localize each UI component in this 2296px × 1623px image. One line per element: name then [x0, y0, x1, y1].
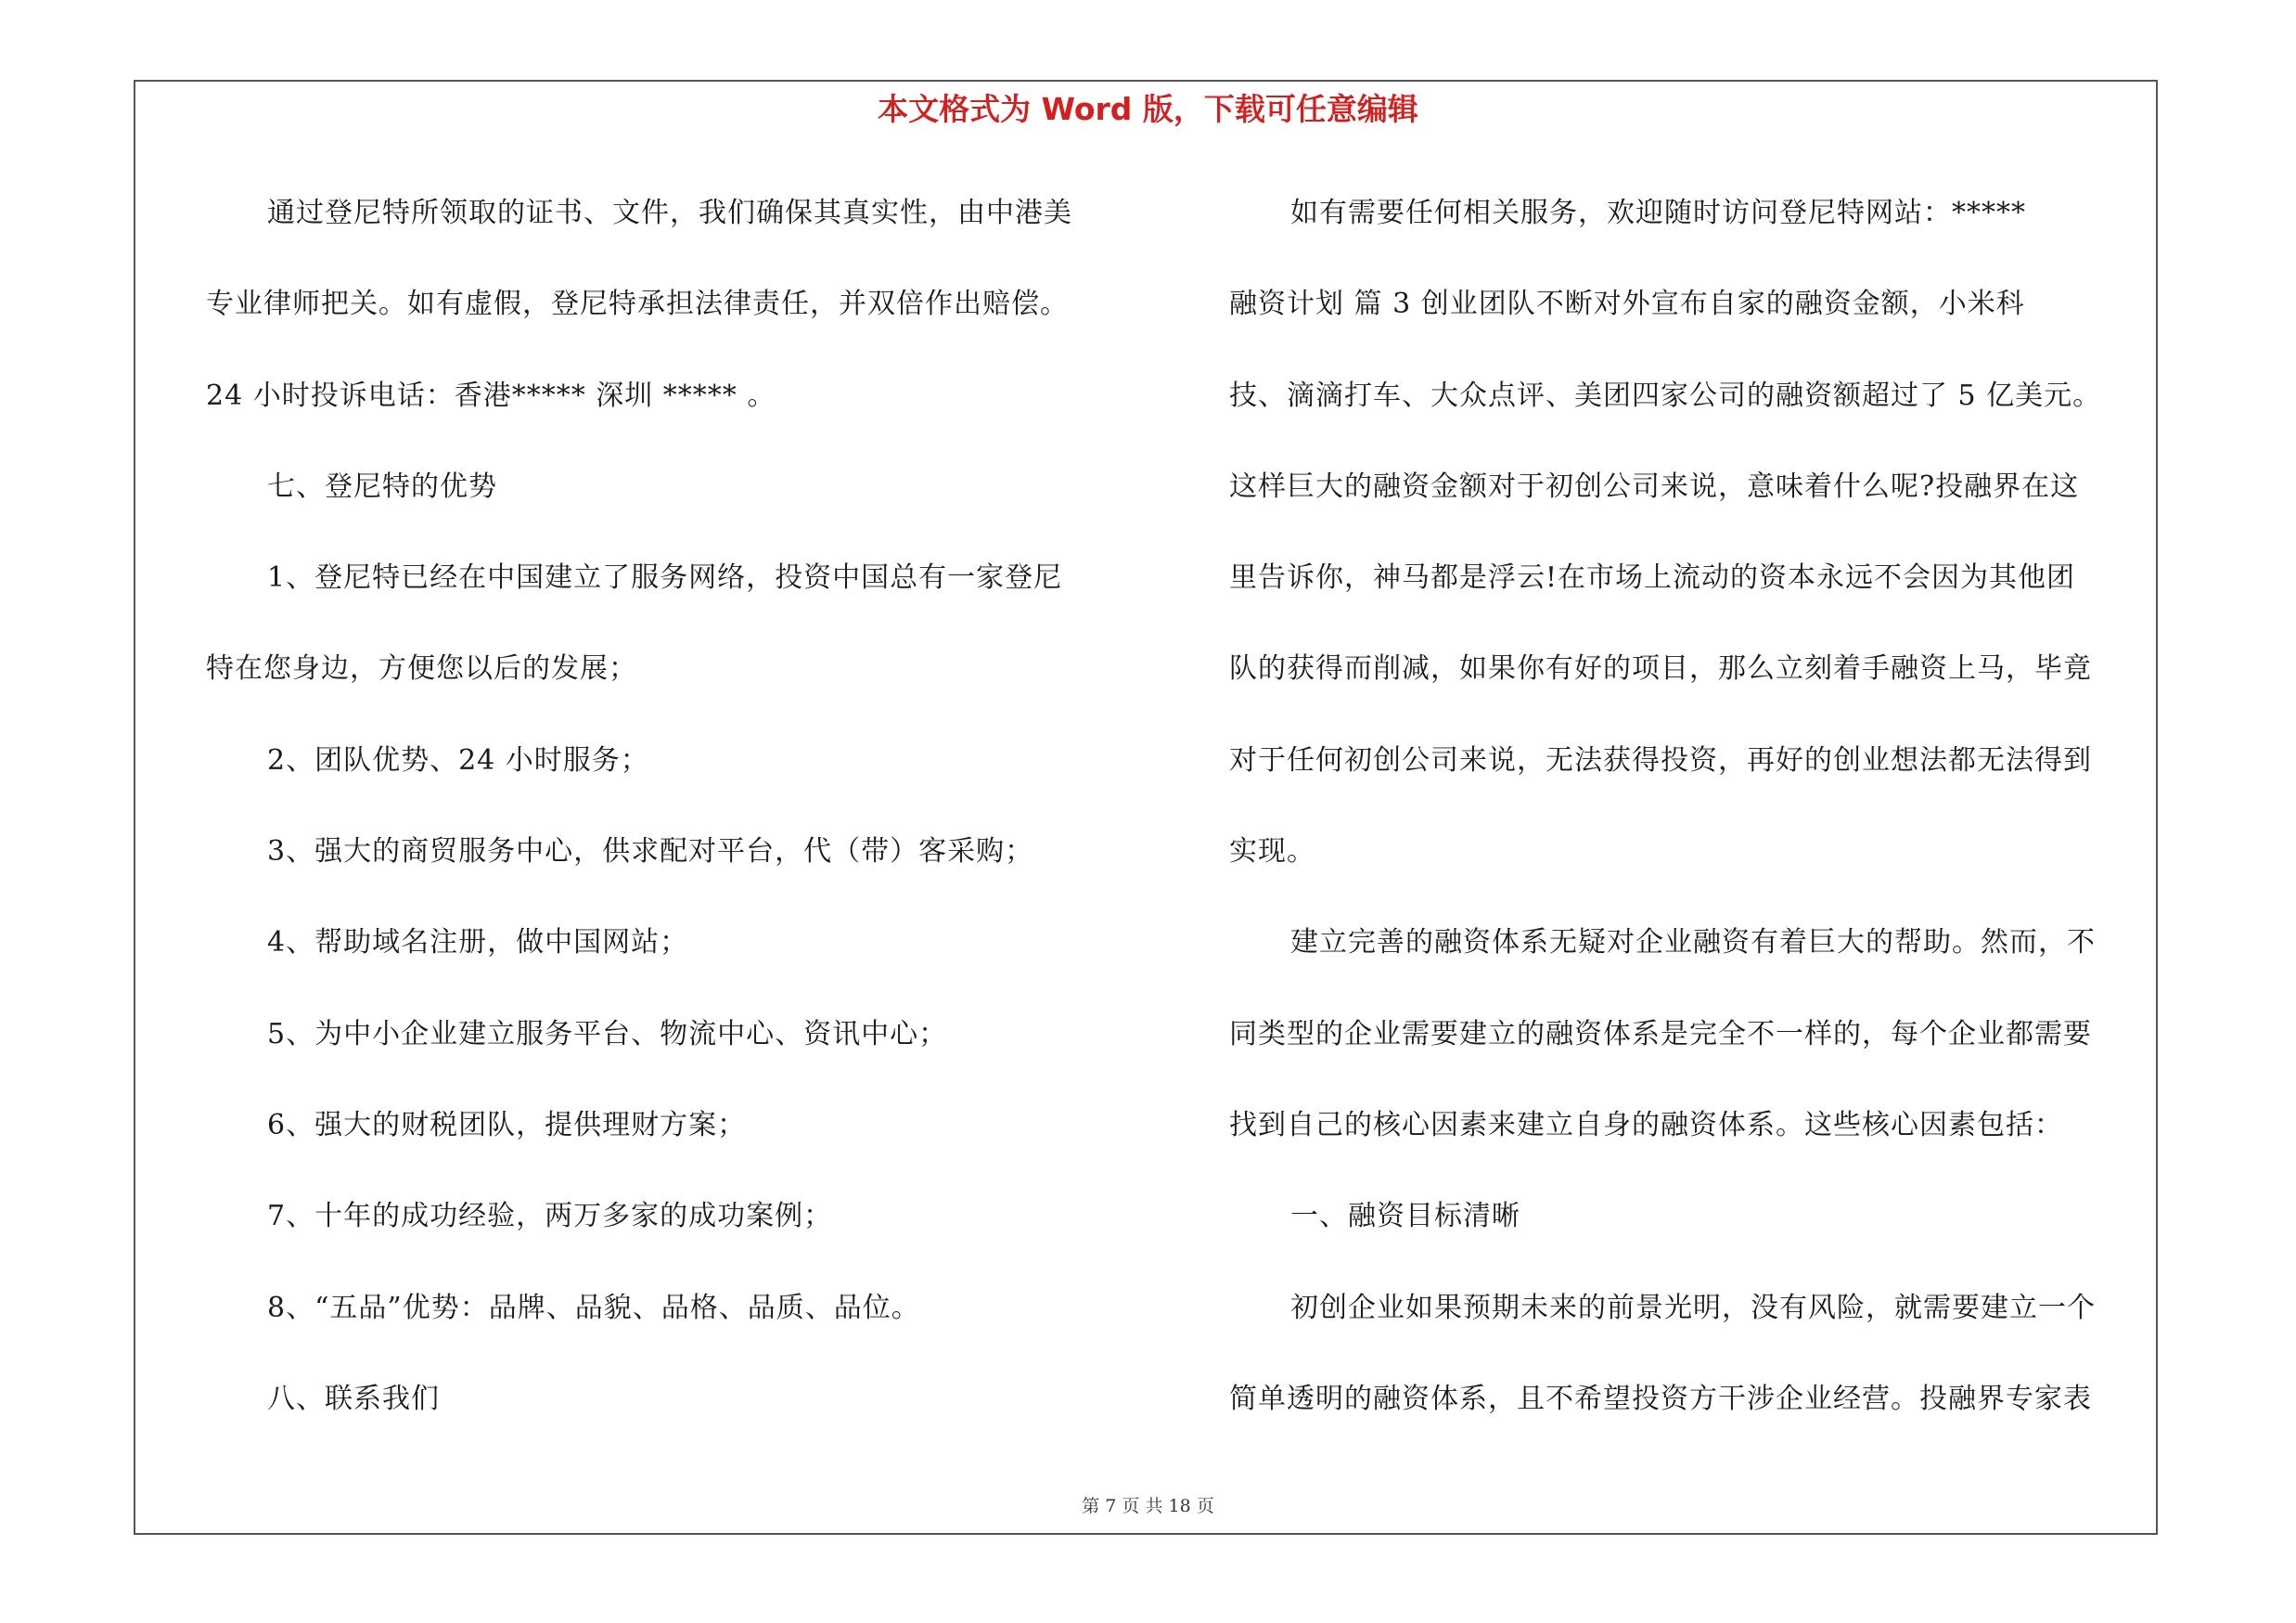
- paragraph-line: 初创企业如果预期未来的前景光明，没有风险，就需要建立一个: [1290, 1291, 2096, 1324]
- list-item: 7、十年的成功经验，两万多家的成功案例；: [267, 1200, 833, 1233]
- section-heading: 八、联系我们: [267, 1382, 440, 1415]
- paragraph-line: 专业律师把关。如有虚假，登尼特承担法律责任，并双倍作出赔偿。: [206, 288, 1069, 321]
- paragraph-line: 24 小时投诉电话：香港***** 深圳 ***** 。: [206, 379, 776, 412]
- paragraph-line: 如有需要任何相关服务，欢迎随时访问登尼特网站：*****: [1290, 197, 2026, 229]
- paragraph-line: 里告诉你，神马都是浮云!在市场上流动的资本永远不会因为其他团: [1229, 561, 2076, 595]
- page-number: 第 7 页 共 18 页: [1082, 1496, 1214, 1516]
- list-item: 5、为中小企业建立服务平台、物流中心、资讯中心；: [267, 1017, 948, 1050]
- list-item: 2、团队优势、24 小时服务；: [267, 743, 649, 777]
- section-heading: 一、融资目标清晰: [1290, 1200, 1520, 1233]
- paragraph-line: 同类型的企业需要建立的融资体系是完全不一样的，每个企业都需要: [1229, 1017, 2092, 1050]
- paragraph-line: 队的获得而削减，如果你有好的项目，那么立刻着手融资上马，毕竟: [1229, 652, 2092, 686]
- paragraph-line: 融资计划 篇 3 创业团队不断对外宣布自家的融资金额，小米科: [1229, 288, 2025, 321]
- header-banner: 本文格式为 Word 版，下载可任意编辑: [878, 91, 1418, 127]
- left-column: [206, 181, 1143, 1458]
- right-column: [1229, 181, 2157, 1458]
- list-item: 3、强大的商贸服务中心，供求配对平台，代（带）客采购；: [267, 835, 1034, 869]
- section-heading: 七、登尼特的优势: [267, 470, 497, 503]
- list-item-continuation: 特在您身边，方便您以后的发展；: [206, 652, 637, 686]
- list-item: 1、登尼特已经在中国建立了服务网络，投资中国总有一家登尼: [267, 561, 1063, 595]
- paragraph-line: 这样巨大的融资金额对于初创公司来说，意味着什么呢?投融界在这: [1229, 470, 2080, 503]
- list-item: 8、“五品”优势：品牌、品貌、品格、品质、品位。: [267, 1291, 920, 1324]
- paragraph-line: 找到自己的核心因素来建立自身的融资体系。这些核心因素包括：: [1229, 1108, 2063, 1141]
- list-item: 4、帮助域名注册，做中国网站；: [267, 926, 689, 960]
- list-item: 6、强大的财税团队，提供理财方案；: [267, 1108, 747, 1141]
- paragraph-line: 通过登尼特所领取的证书、文件，我们确保其真实性，由中港美: [267, 197, 1072, 229]
- paragraph-line: 对于任何初创公司来说，无法获得投资，再好的创业想法都无法得到: [1229, 743, 2092, 777]
- paragraph-line: 简单透明的融资体系，且不希望投资方干涉企业经营。投融界专家表: [1229, 1382, 2092, 1415]
- paragraph-line: 实现。: [1229, 835, 1315, 869]
- paragraph-line: 建立完善的融资体系无疑对企业融资有着巨大的帮助。然而，不: [1290, 926, 2096, 960]
- paragraph-line: 技、滴滴打车、大众点评、美团四家公司的融资额超过了 5 亿美元。: [1229, 379, 2102, 412]
